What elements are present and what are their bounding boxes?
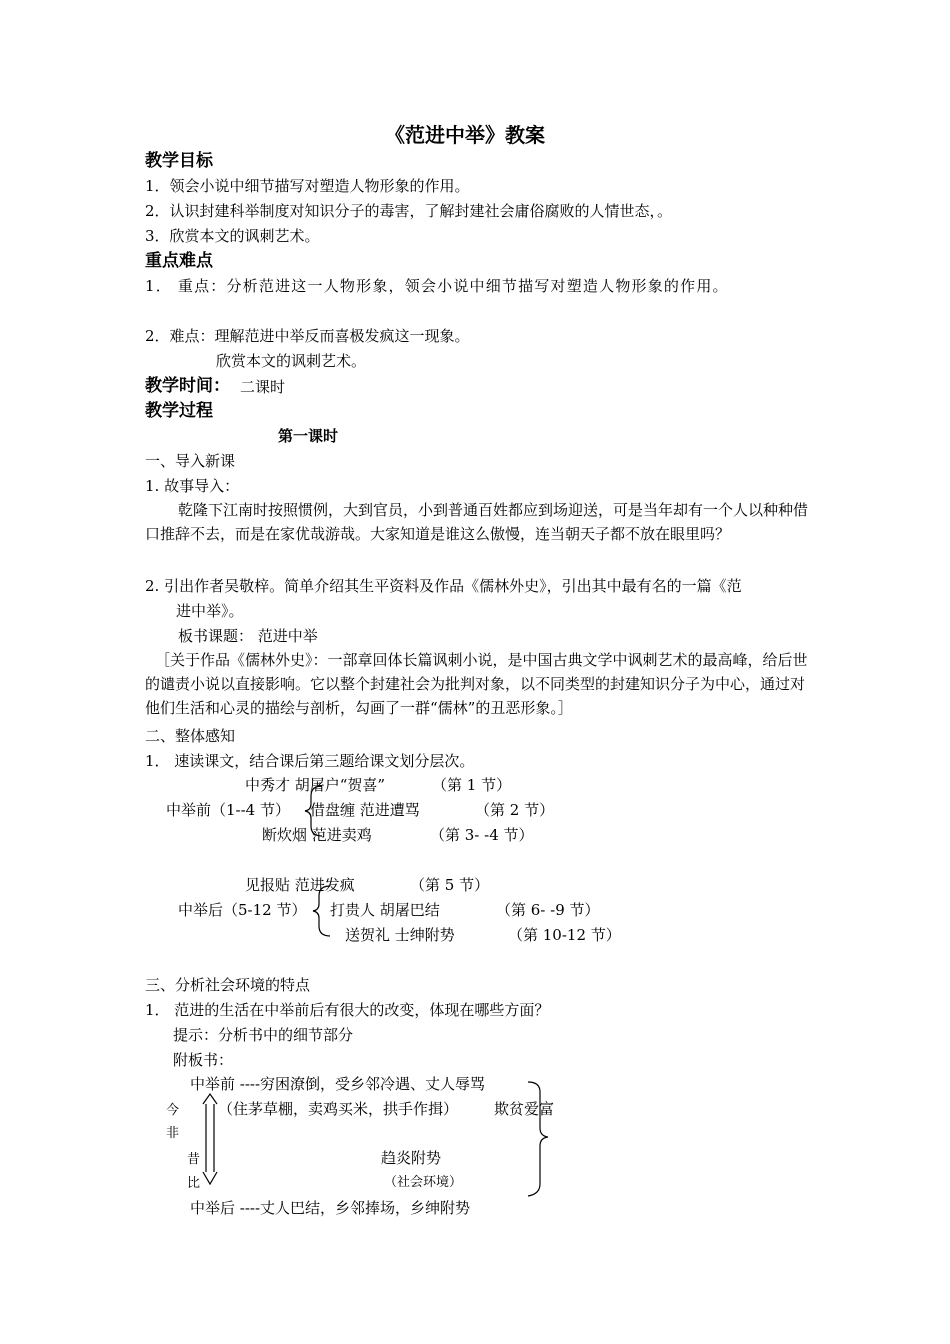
goal-item: 3．欣赏本文的讽刺艺术。 bbox=[145, 227, 320, 245]
structure-section: （第 2 节） bbox=[475, 801, 555, 819]
time-value: 二课时 bbox=[240, 378, 286, 396]
right-note: 趋炎附势 bbox=[381, 1149, 442, 1167]
board-label: 附板书： bbox=[173, 1051, 234, 1069]
structure-section: （第 3- -4 节） bbox=[430, 826, 534, 844]
right-note-small: （社会环境） bbox=[384, 1175, 463, 1190]
goal-item: 1．领会小说中细节描写对塑造人物形象的作用。 bbox=[145, 177, 470, 195]
page-title: 《范进中举》教案 bbox=[385, 123, 545, 147]
structure-row: 送贺礼 士绅附势 bbox=[345, 926, 455, 944]
structure-section: （第 6- -9 节） bbox=[496, 901, 600, 919]
key-heading: 重点难点 bbox=[145, 251, 213, 271]
side-char: 今 bbox=[166, 1103, 180, 1118]
structure-row: 断炊烟 范进卖鸡 bbox=[262, 826, 372, 844]
before-detail: （住茅草棚，卖鸡买米，拱手作揖） bbox=[218, 1100, 459, 1118]
key-point: 1． 重点：分析范进这一人物形象，领会小说中细节描写对塑造人物形象的作用。 bbox=[145, 277, 729, 295]
lesson-title: 第一课时 bbox=[278, 427, 339, 445]
board-title: 板书课题： 范进中举 bbox=[178, 627, 318, 645]
structure-section: （第 10-12 节） bbox=[508, 926, 621, 944]
structure-row: 见报贴 范进发疯 bbox=[245, 876, 355, 894]
left-brace-before bbox=[305, 786, 322, 836]
right-note: 欺贫爱富 bbox=[494, 1100, 555, 1118]
structure-label-before: 中举前（1--4 节） bbox=[166, 801, 290, 819]
key-point: 欣赏本文的讽刺艺术。 bbox=[216, 352, 367, 370]
structure-section: （第 1 节） bbox=[432, 776, 512, 794]
section-heading: 三、分析社会环境的特点 bbox=[145, 976, 311, 994]
section-heading: 二、整体感知 bbox=[145, 727, 236, 745]
process-heading: 教学过程 bbox=[145, 401, 213, 421]
structure-section: （第 5 节） bbox=[410, 876, 490, 894]
structure-label-after: 中举后（5-12 节） bbox=[178, 901, 307, 919]
list-item-continued: 进中举》。 bbox=[176, 602, 244, 620]
list-item: 1. 故事导入： bbox=[145, 477, 240, 495]
structure-row: 中秀才 胡屠户“贺喜” bbox=[245, 776, 386, 794]
list-item: 1． 范进的生活在中举前后有很大的改变，体现在哪些方面？ bbox=[145, 1001, 550, 1019]
before-line: 中举前 ----穷困潦倒，受乡邻冷遇、丈人辱骂 bbox=[190, 1075, 486, 1093]
structure-row: 打贵人 胡屠巴结 bbox=[330, 901, 440, 919]
goal-item: 2．认识封建科举制度对知识分子的毒害，了解封建社会庸俗腐败的人情世态，。 bbox=[145, 202, 673, 220]
time-label: 教学时间： bbox=[145, 376, 230, 396]
section-heading: 一、导入新课 bbox=[145, 452, 236, 470]
goals-heading: 教学目标 bbox=[145, 151, 213, 171]
left-brace-after bbox=[313, 886, 330, 936]
list-item: 1． 速读课文，结合课后第三题给课文划分层次。 bbox=[145, 752, 475, 770]
side-char: 比 bbox=[187, 1176, 201, 1191]
work-note: ［关于作品《儒林外史》：一部章回体长篇讽刺小说，是中国古典文学中讽刺艺术的最高峰，给后世的谴责小说以直接影响。它以整个封建社会为批判对象，以不同类型的封建知识分子为中心，通过对他们生活和心灵的描绘与剖析，勾画了一群“儒林”的丑恶形象。］ bbox=[145, 651, 808, 717]
side-char: 非 bbox=[166, 1126, 180, 1141]
right-brace bbox=[528, 1082, 548, 1196]
key-point: 2．难点：理解范进中举反而喜极发疯这一现象。 bbox=[145, 327, 470, 345]
list-item: 2. 引出作者吴敬梓。简单介绍其生平资料及作品《儒林外史》，引出其中最有名的一篇《范 bbox=[145, 577, 742, 595]
double-arrow-icon bbox=[203, 1094, 217, 1184]
structure-row: 借盘缠 范进遭骂 bbox=[310, 801, 420, 819]
after-line: 中举后 ----丈人巴结，乡邻捧场，乡绅附势 bbox=[190, 1199, 471, 1217]
hint-text: 提示：分析书中的细节部分 bbox=[173, 1026, 354, 1044]
side-char: 昔 bbox=[187, 1152, 201, 1167]
story-paragraph: 乾隆下江南时按照惯例，大到官员，小到普通百姓都应到场迎送，可是当年却有一个人以种种借口推辞不去，而是在家优哉游哉。大家知道是谁这么傲慢，连当朝天子都不放在眼里吗？ bbox=[145, 501, 809, 543]
